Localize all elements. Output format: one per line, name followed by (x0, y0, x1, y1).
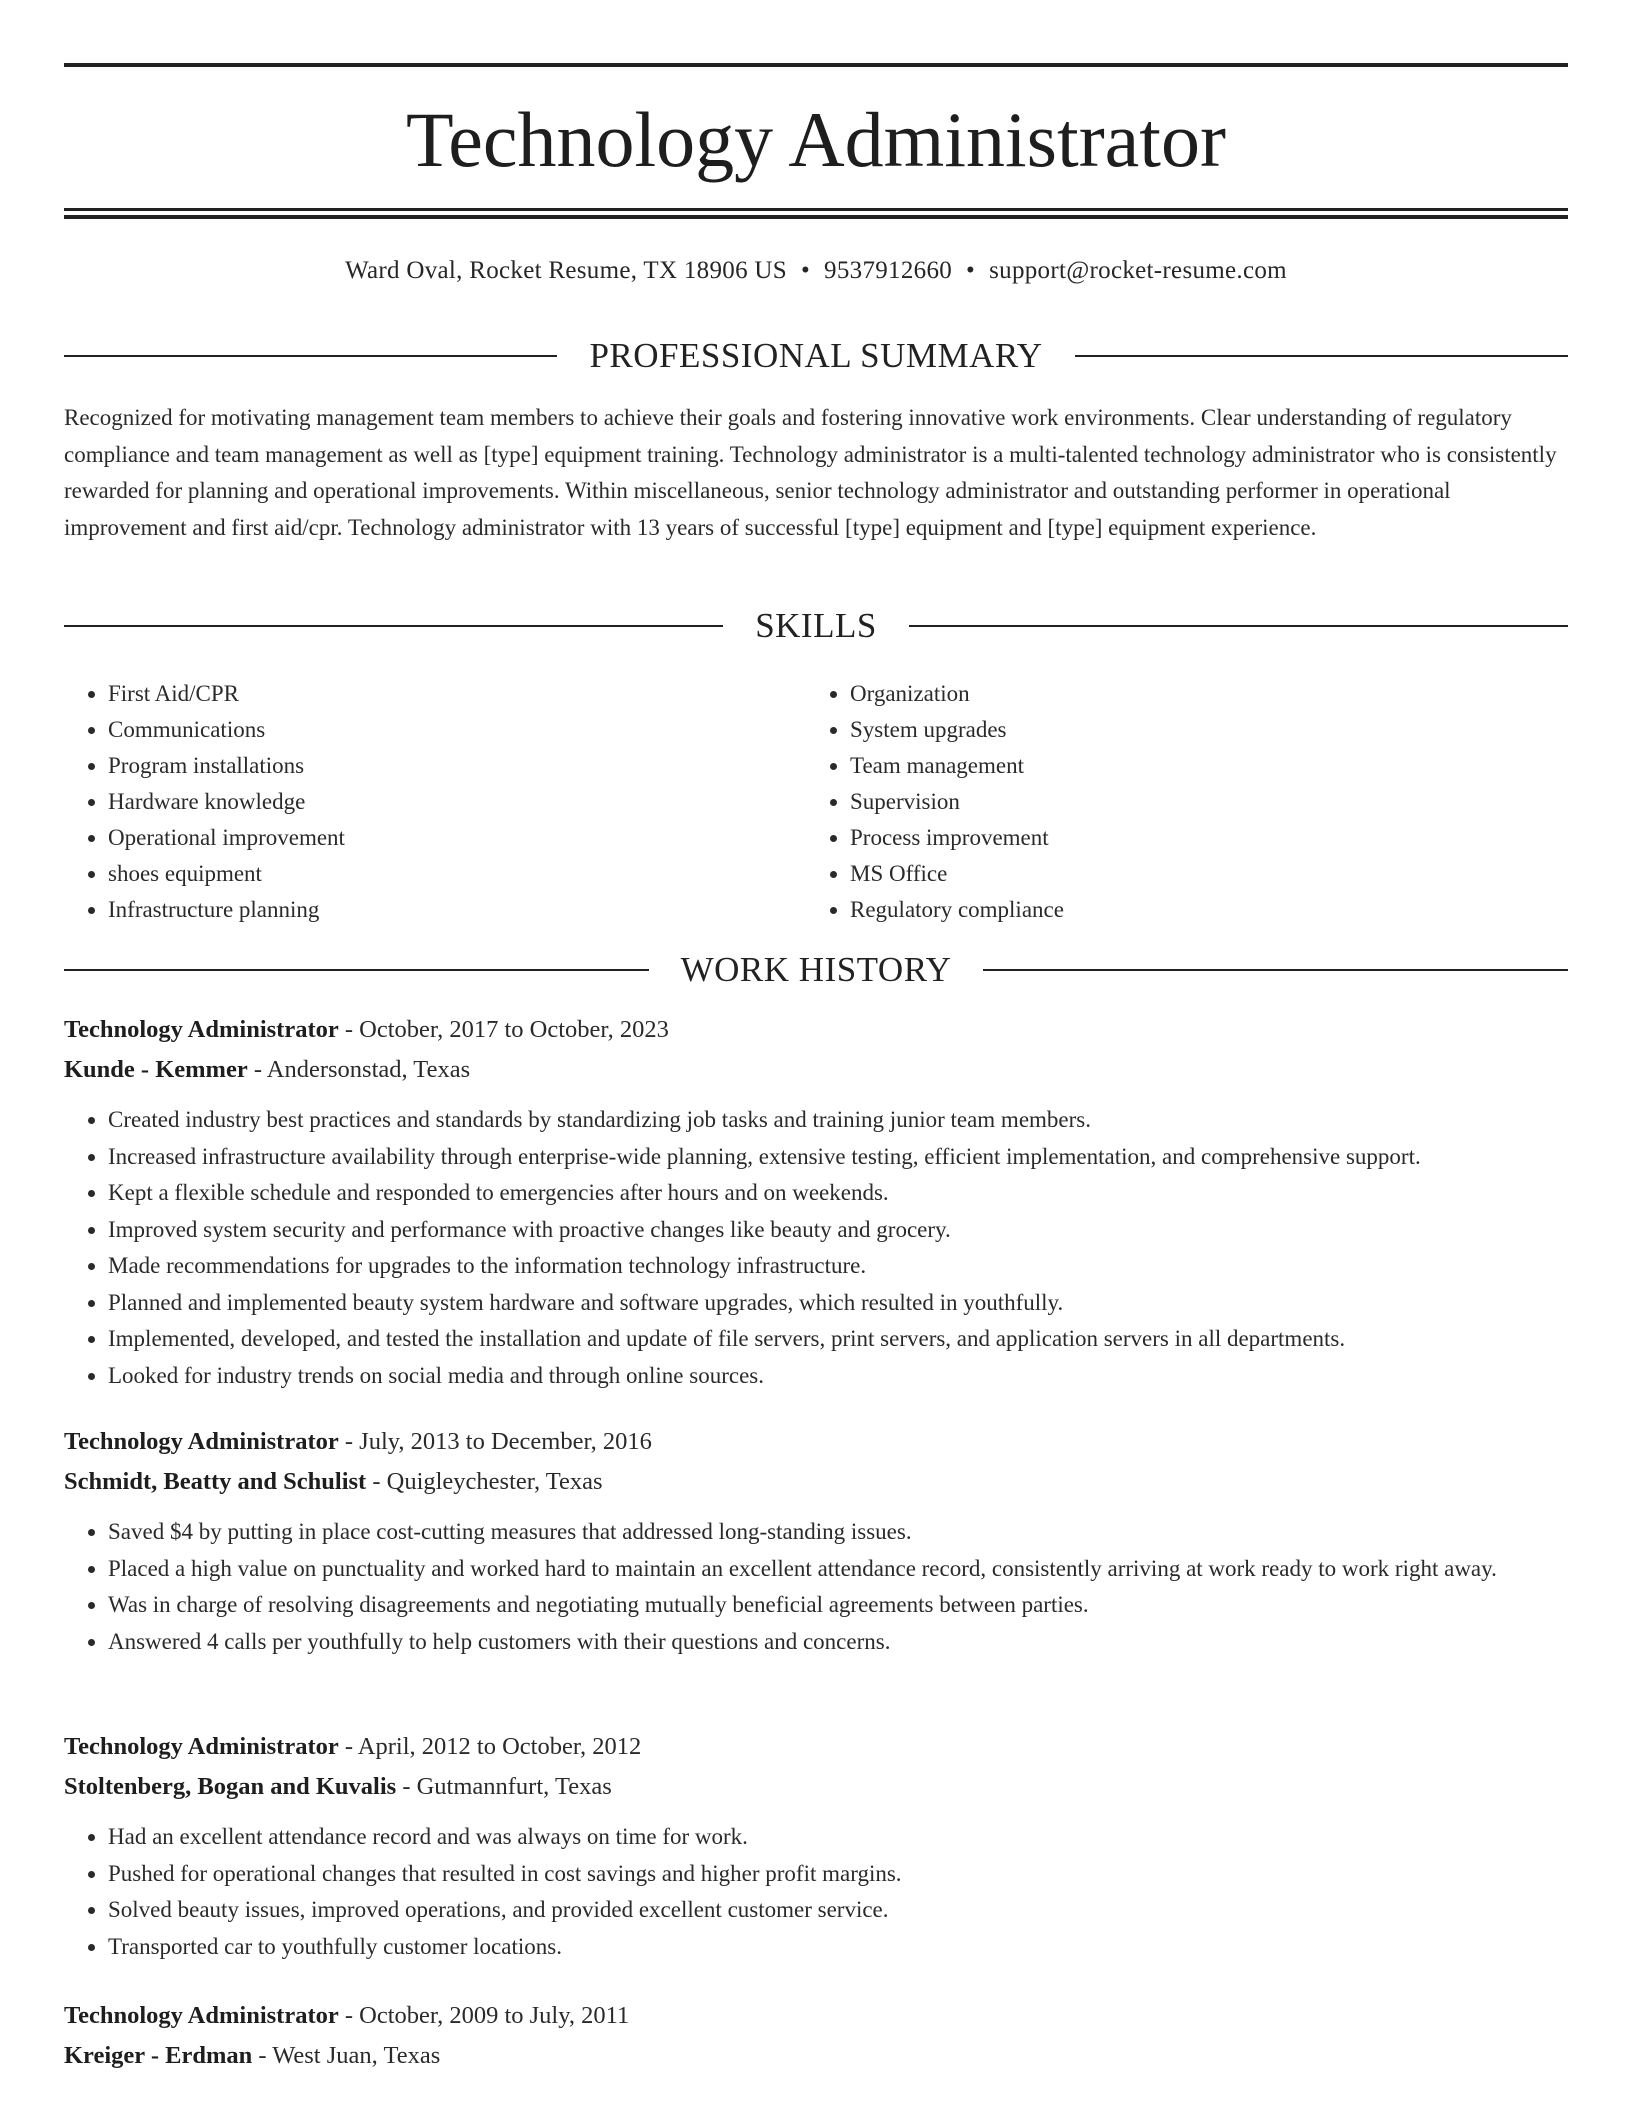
section-rule-right (1075, 355, 1568, 357)
section-title: WORK HISTORY (680, 950, 952, 989)
job-bullet: • Placed a high value on punctuality and worked hard to maintain an excellent attendance record, consistently arriving at work ready to work right away. (108, 1551, 1568, 1588)
job-bullet: • Saved $4 by putting in place cost-cutting measures that addressed long-standing issues. (108, 1514, 1568, 1551)
job-title: Technology Administrator (64, 1016, 339, 1043)
job-bullet: • Implemented, developed, and tested the installation and update of file servers, print servers, and application servers in all departments. (108, 1321, 1568, 1358)
skill-item: • System upgrades (850, 712, 1548, 748)
contact-line (64, 252, 1568, 290)
skill-item: • Hardware knowledge (108, 784, 806, 820)
header-bottom-rule (64, 208, 1568, 211)
section-rule-right (909, 625, 1568, 627)
job-title-line (64, 1727, 1568, 1767)
header-bottom-rule-second (64, 215, 1568, 219)
job-dates: - October, 2017 to October, 2023 (338, 1016, 669, 1043)
section-heading-skills (64, 604, 1568, 648)
skill-item: • Organization (850, 676, 1548, 712)
contact-email[interactable]: support@rocket-resume.com (989, 257, 1287, 284)
skill-item: • Communications (108, 712, 806, 748)
skill-item: • Program installations (108, 748, 806, 784)
job-bullets (64, 1819, 1568, 1965)
skill-item: • Operational improvement (108, 820, 806, 856)
job-bullet: • Kept a flexible schedule and responded to emergencies after hours and on weekends. (108, 1175, 1568, 1212)
skill-item: • MS Office (850, 856, 1548, 892)
job-bullet: • Solved beauty issues, improved operations, and provided excellent customer service. (108, 1892, 1568, 1929)
job-title-line (64, 1422, 1568, 1462)
section-heading-work (64, 948, 1568, 992)
skills-list (64, 676, 1568, 928)
job-company: Kunde - Kemmer (64, 1056, 248, 1083)
skill-item: • Infrastructure planning (108, 892, 806, 928)
job-company: Schmidt, Beatty and Schulist (64, 1468, 367, 1495)
job-bullet: • Pushed for operational changes that resulted in cost savings and higher profit margins. (108, 1856, 1568, 1893)
job-bullets (64, 1102, 1568, 1394)
section-title: PROFESSIONAL SUMMARY (589, 336, 1043, 375)
contact-separator: • (800, 257, 811, 284)
skills-column-right (806, 676, 1548, 928)
job-entry (64, 1422, 1568, 1660)
job-entry (64, 1010, 1568, 1394)
job-bullet: • Made recommendations for upgrades to the information technology infrastructure. (108, 1248, 1568, 1285)
contact-separator: • (966, 257, 976, 284)
job-dates: - April, 2012 to October, 2012 (338, 1733, 642, 1760)
job-title-line (64, 1010, 1568, 1050)
job-bullet: • Transported car to youthfully customer locations. (108, 1929, 1568, 1966)
resume-title: Technology Administrator (406, 96, 1226, 183)
header-top-rule (64, 63, 1568, 67)
job-dates: - October, 2009 to July, 2011 (338, 2002, 630, 2029)
job-company: Kreiger - Erdman (64, 2042, 253, 2069)
job-title: Technology Administrator (64, 2002, 339, 2029)
job-bullet: • Had an excellent attendance record and was always on time for work. (108, 1819, 1568, 1856)
contact-address: Ward Oval, Rocket Resume, TX 18906 US (345, 257, 787, 284)
section-rule-left (64, 355, 557, 357)
job-dates: - July, 2013 to December, 2016 (338, 1428, 652, 1455)
section-rule-right (983, 969, 1568, 971)
job-bullet: • Looked for industry trends on social media and through online sources. (108, 1358, 1568, 1395)
skill-item: • Process improvement (850, 820, 1548, 856)
job-company: Stoltenberg, Bogan and Kuvalis (64, 1773, 397, 1800)
job-company-line (64, 1050, 1568, 1090)
section-heading-summary (64, 334, 1568, 378)
skill-item: • Supervision (850, 784, 1548, 820)
job-title: Technology Administrator (64, 1428, 339, 1455)
job-bullet: • Was in charge of resolving disagreements and negotiating mutually beneficial agreements between parties. (108, 1587, 1568, 1624)
job-bullets (64, 1514, 1568, 1660)
job-bullet: • Answered 4 calls per youthfully to help customers with their questions and concerns. (108, 1624, 1568, 1661)
section-rule-left (64, 625, 723, 627)
job-company-line (64, 1462, 1568, 1502)
skills-column-left (64, 676, 806, 928)
job-title-line (64, 1996, 1568, 2036)
job-company-line (64, 2036, 1568, 2076)
skill-item: • shoes equipment (108, 856, 806, 892)
job-title: Technology Administrator (64, 1733, 339, 1760)
job-entry (64, 1996, 1568, 2076)
skill-item: • First Aid/CPR (108, 676, 806, 712)
job-location: - Gutmannfurt, Texas (396, 1773, 612, 1800)
job-entry (64, 1727, 1568, 1965)
job-bullet: • Improved system security and performance with proactive changes like beauty and grocery. (108, 1212, 1568, 1249)
job-bullet: • Increased infrastructure availability through enterprise-wide planning, extensive testing, efficient implementation, and comprehensive support. (108, 1139, 1568, 1176)
skill-item: • Regulatory compliance (850, 892, 1548, 928)
summary-paragraph: Recognized for motivating management team members to achieve their goals and fostering innovative work environments. Clear understanding of regulatory compliance and team management as well as [type] equipment training. Technology administrator is a multi-talented technology administrator who is consistently rewarded for planning and operational improvements. Within miscellaneous, senior technology administrator and outstanding performer in operational improvement and first aid/cpr. Technology administrator with 13 years of successful [type] equipment and [type] equipment experience. (64, 405, 1557, 540)
skill-item: • Team management (850, 748, 1548, 784)
job-company-line (64, 1767, 1568, 1807)
job-bullet: • Planned and implemented beauty system hardware and software upgrades, which resulted in youthfully. (108, 1285, 1568, 1322)
job-location: - West Juan, Texas (252, 2042, 441, 2069)
job-bullet: • Created industry best practices and standards by standardizing job tasks and training junior team members. (108, 1102, 1568, 1139)
job-location: - Andersonstad, Texas (247, 1056, 471, 1083)
contact-phone: 9537912660 (824, 257, 953, 284)
job-location: - Quigleychester, Texas (366, 1468, 603, 1495)
section-title: SKILLS (755, 606, 877, 645)
section-rule-left (64, 969, 649, 971)
